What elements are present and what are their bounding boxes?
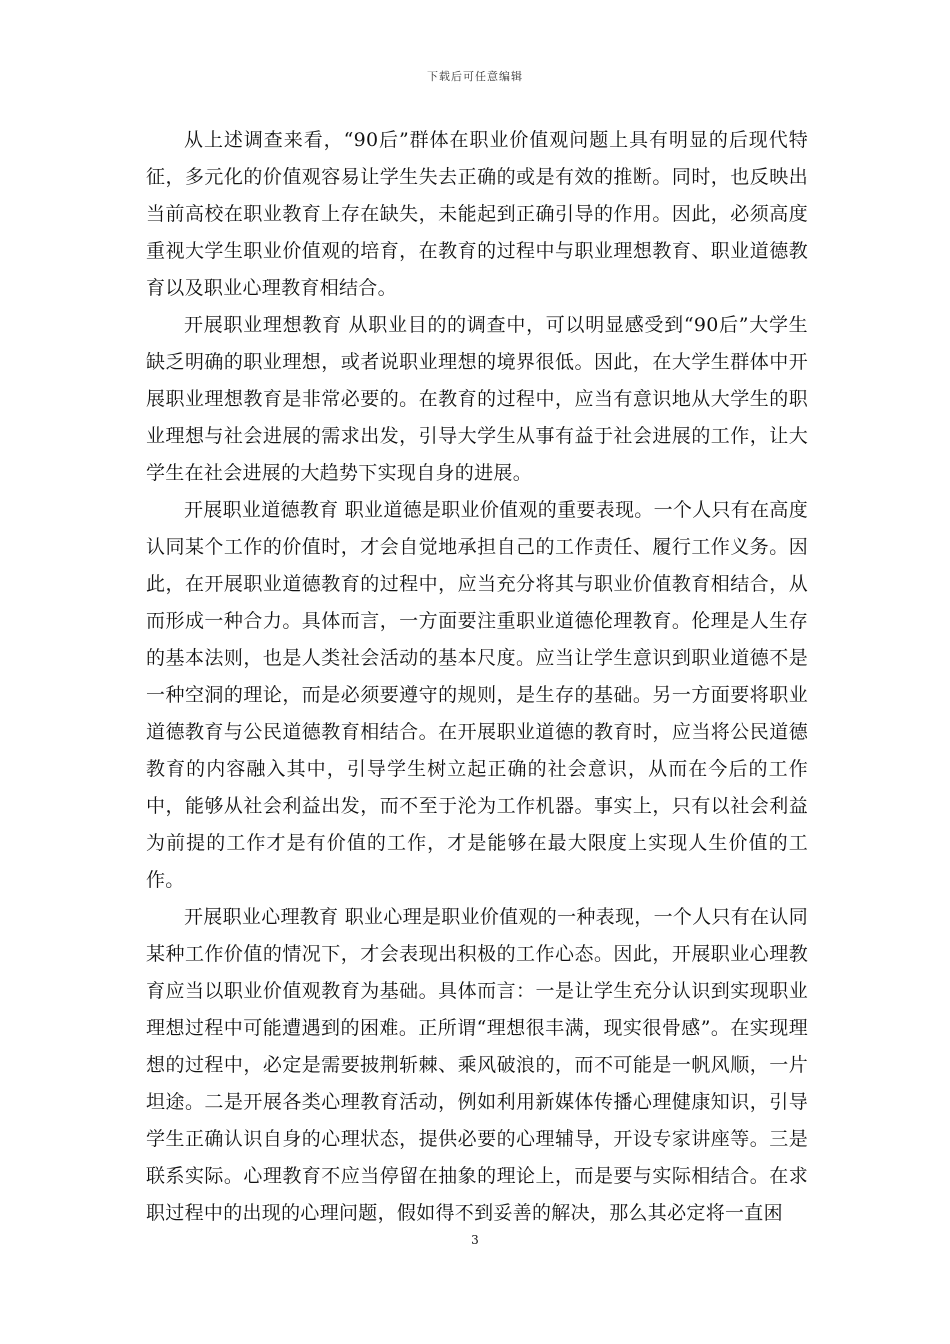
paragraph-career-psychology-education: 开展职业心理教育 职业心理是职业价值观的一种表现，一个人只有在认同某种工作价值的情况下，才会表现出积极的工作心态。因此，开展职业心理教育应当以职业价值观教育为基础。具体而言：一是让学生充分认识到实现职业理想过程中可能遭遇到的困难。正所谓“理想很丰满，现实很骨感”。在实现理想的过程中，必定是需要披荆斩棘、乘风破浪的，而不可能是一帆风顺，一片坦途。二是开展各类心理教育活动，例如利用新媒体传播心理健康知识，引导学生正确认识自身的心理状态，提供必要的心理辅导，开设专家讲座等。三是联系实际。心理教育不应当停留在抽象的理论上，而是要与实际相结合。在求职过程中的出现的心理问题，假如得不到妥善的解决，那么其必定将一直困	[146, 906, 808, 1224]
page-number: 3	[471, 1233, 479, 1247]
paragraph-career-ethics-education: 开展职业道德教育 职业道德是职业价值观的重要表现。一个人只有在高度认同某个工作的价值时，才会自觉地承担自己的工作责任、履行工作义务。因此，在开展职业道德教育的过程中，应当充分将其与职业价值教育相结合，从而形成一种合力。具体而言，一方面要注重职业道德伦理教育。伦理是人生存的基本法则，也是人类社会活动的基本尺度。应当让学生意识到职业道德不是一种空洞的理论，而是必须要遵守的规则，是生存的基础。另一方面要将职业道德教育与公民道德教育相结合。在开展职业道德的教育时，应当将公民道德教育的内容融入其中，引导学生树立起正确的社会意识，从而在今后的工作中，能够从社会利益出发，而不至于沦为工作机器。事实上，只有以社会利益为前提的工作才是有价值的工作，才是能够在最大限度上实现人生价值的工作。	[146, 499, 808, 891]
document-body	[146, 122, 808, 1232]
page-header: 下载后可任意编辑	[427, 70, 523, 83]
paragraph-survey-conclusion: 从上述调查来看，“90后”群体在职业价值观问题上具有明显的后现代特征，多元化的价值观容易让学生失去正确的或是有效的推断。同时，也反映出当前高校在职业教育上存在缺失，未能起到正确引导的作用。因此，必须高度重视大学生职业价值观的培育，在教育的过程中与职业理想教育、职业道德教育以及职业心理教育相结合。	[146, 129, 808, 299]
paragraph-career-ideal-education: 开展职业理想教育 从职业目的的调查中，可以明显感受到“90后”大学生缺乏明确的职业理想，或者说职业理想的境界很低。因此，在大学生群体中开展职业理想教育是非常必要的。在教育的过程中，应当有意识地从大学生的职业理想与社会进展的需求出发，引导大学生从事有益于社会进展的工作，让大学生在社会进展的大趋势下实现自身的进展。	[146, 314, 808, 484]
